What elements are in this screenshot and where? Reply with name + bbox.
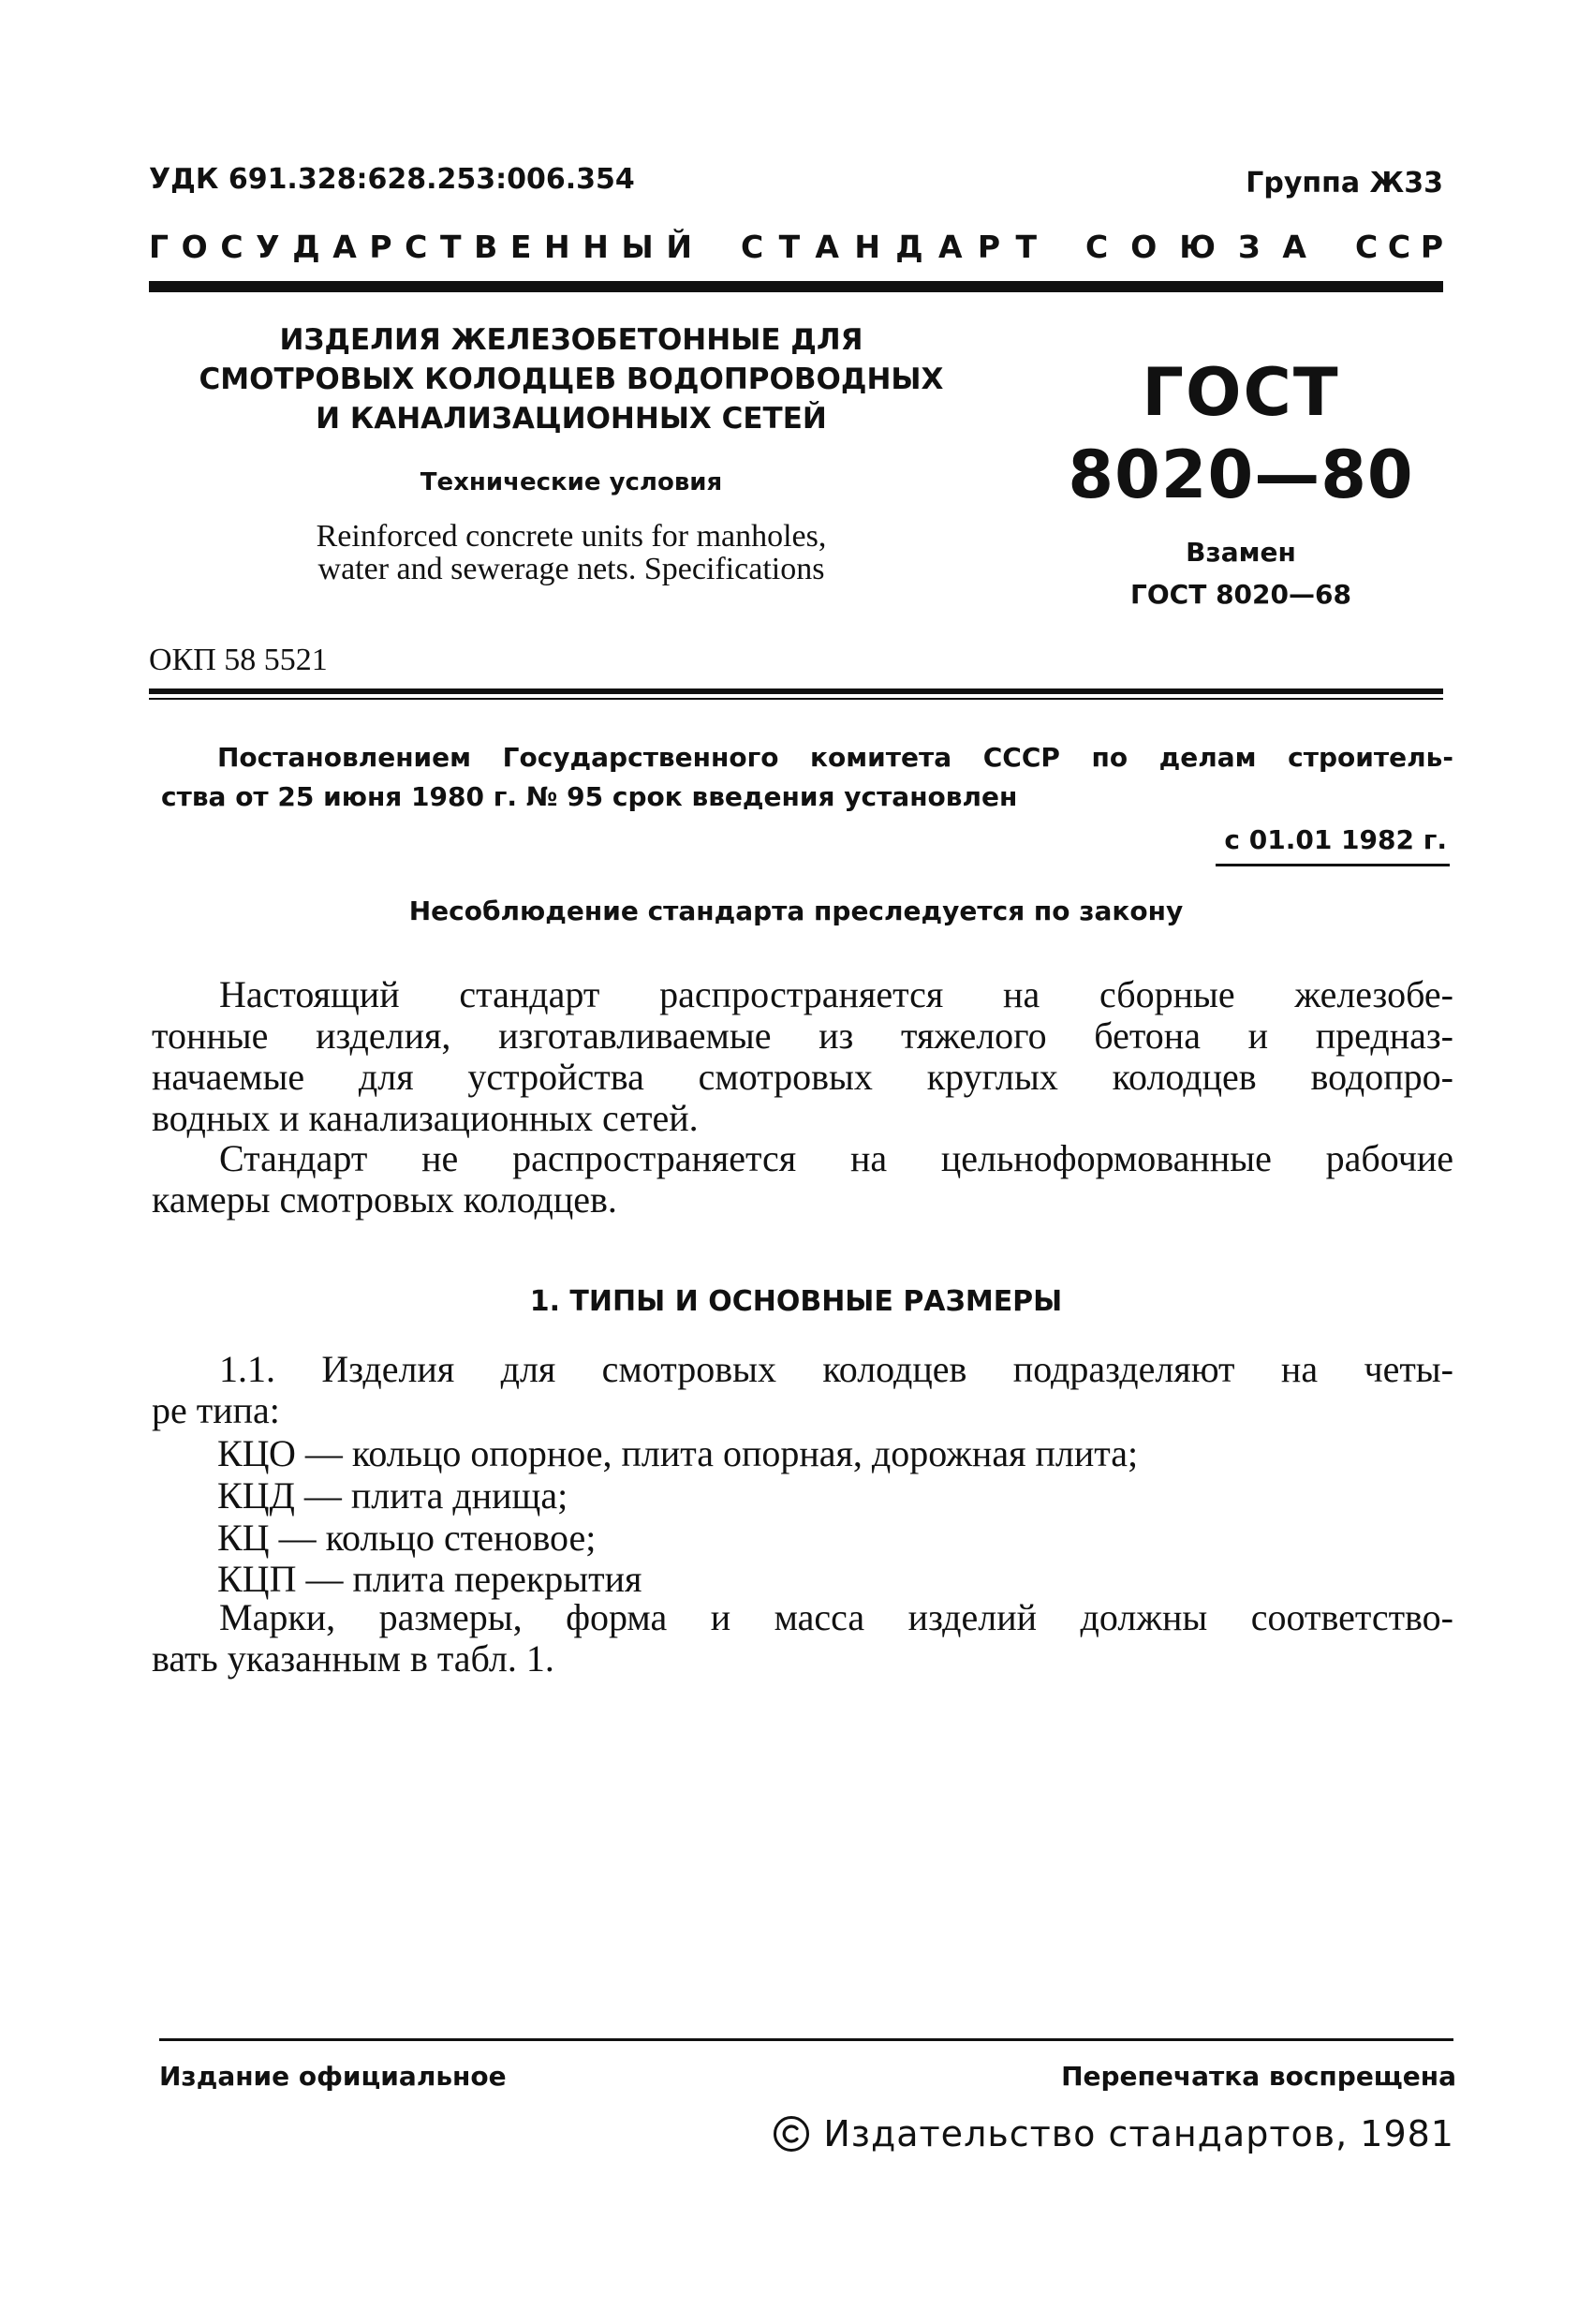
text-line: тонные изделия, изготавливаемые из тяжелого бетона и предназ- (152, 1014, 1453, 1057)
replaces-label: Взамен (1186, 537, 1296, 568)
marks-paragraph (152, 1597, 1453, 1680)
text-line: 1.1. Изделия для смотровых колодцев подразделяют на четы- (219, 1348, 1453, 1390)
decree-word: по (1091, 742, 1128, 773)
text-line: Стандарт не распространяется на цельноформованные рабочие (219, 1137, 1453, 1179)
english-title: Reinforced concrete units for manholes, water and sewerage nets. Specifications (316, 519, 827, 586)
copyright-line (773, 2113, 1454, 2154)
title-rule-thin (149, 698, 1443, 700)
text-line: вать указанным в табл. 1. (152, 1637, 554, 1680)
text-line: ре типа: (152, 1389, 280, 1431)
document-subtitle: Технические условия (420, 468, 723, 496)
title-line: И КАНАЛИЗАЦИОННЫХ СЕТЕЙ (316, 402, 827, 436)
text-line: Настоящий стандарт распространяется на сборные железобе- (219, 973, 1453, 1015)
text-line: камеры смотровых колодцев. (152, 1178, 617, 1221)
effective-date-underline (1216, 864, 1450, 866)
banner-word: Г О С У Д А Р С Т В Е Н Н Ы Й (149, 229, 692, 265)
type-item: КЦД — плита днища; (217, 1474, 568, 1517)
standard-label: ГОСТ (1142, 354, 1340, 431)
banner-word: С О Ю З А (1085, 229, 1306, 265)
decree-word: СССР (982, 742, 1060, 773)
header-rule (149, 281, 1443, 292)
copyright-text: Издательство стандартов, 1981 (823, 2113, 1454, 2154)
reprint-prohibited-label: Перепечатка воспрещена (1061, 2061, 1456, 2092)
document-title (187, 320, 955, 438)
type-item: КЦО — кольцо опорное, плита опорная, дорожная плита; (217, 1432, 1139, 1474)
group-code: Группа Ж33 (1246, 167, 1443, 200)
title-line: СМОТРОВЫХ КОЛОДЦЕВ ВОДОПРОВОДНЫХ (199, 363, 944, 396)
scope-paragraph (152, 1138, 1453, 1221)
text-line: водных и канализационных сетей. (152, 1097, 699, 1139)
decree-line-2: ства от 25 июня 1980 г. № 95 срок введения установлен (161, 781, 1018, 812)
standard-number: 8020—80 (1068, 437, 1414, 513)
state-standard-banner (149, 229, 1443, 265)
okp-code: ОКП 58 5521 (149, 643, 328, 677)
text-line: Марки, размеры, форма и масса изделий должны соответство- (219, 1596, 1453, 1638)
official-edition-label: Издание официальное (159, 2061, 507, 2092)
intro-paragraph (152, 974, 1453, 1139)
footer-rule (159, 2038, 1453, 2041)
type-item: КЦП — плита перекрытия (217, 1558, 642, 1600)
text-line: начаемые для устройства смотровых круглых колодцев водопро- (152, 1056, 1453, 1098)
udk-code: УДК 691.328:628.253:006.354 (149, 163, 635, 196)
banner-word: С С Р (1355, 229, 1443, 265)
decree-word: Постановлением (217, 742, 472, 773)
decree-line-1 (217, 742, 1453, 773)
effective-date: с 01.01 1982 г. (1224, 824, 1447, 855)
decree-word: строитель- (1288, 742, 1453, 773)
title-line: ИЗДЕЛИЯ ЖЕЛЕЗОБЕТОННЫЕ ДЛЯ (279, 323, 863, 357)
copyright-icon (773, 2115, 810, 2153)
banner-word: С Т А Н Д А Р Т (741, 229, 1037, 265)
violation-notice: Несоблюдение стандарта преследуется по закону (408, 896, 1184, 926)
section-heading: 1. ТИПЫ И ОСНОВНЫЕ РАЗМЕРЫ (529, 1285, 1063, 1318)
decree-word: делам (1158, 742, 1257, 773)
clause-paragraph (152, 1349, 1453, 1431)
decree-word: Государственного (502, 742, 779, 773)
replaces-reference: ГОСТ 8020—68 (1130, 579, 1351, 610)
decree-word: комитета (810, 742, 952, 773)
type-item: КЦ — кольцо стеновое; (217, 1517, 597, 1559)
title-rule (149, 688, 1443, 694)
